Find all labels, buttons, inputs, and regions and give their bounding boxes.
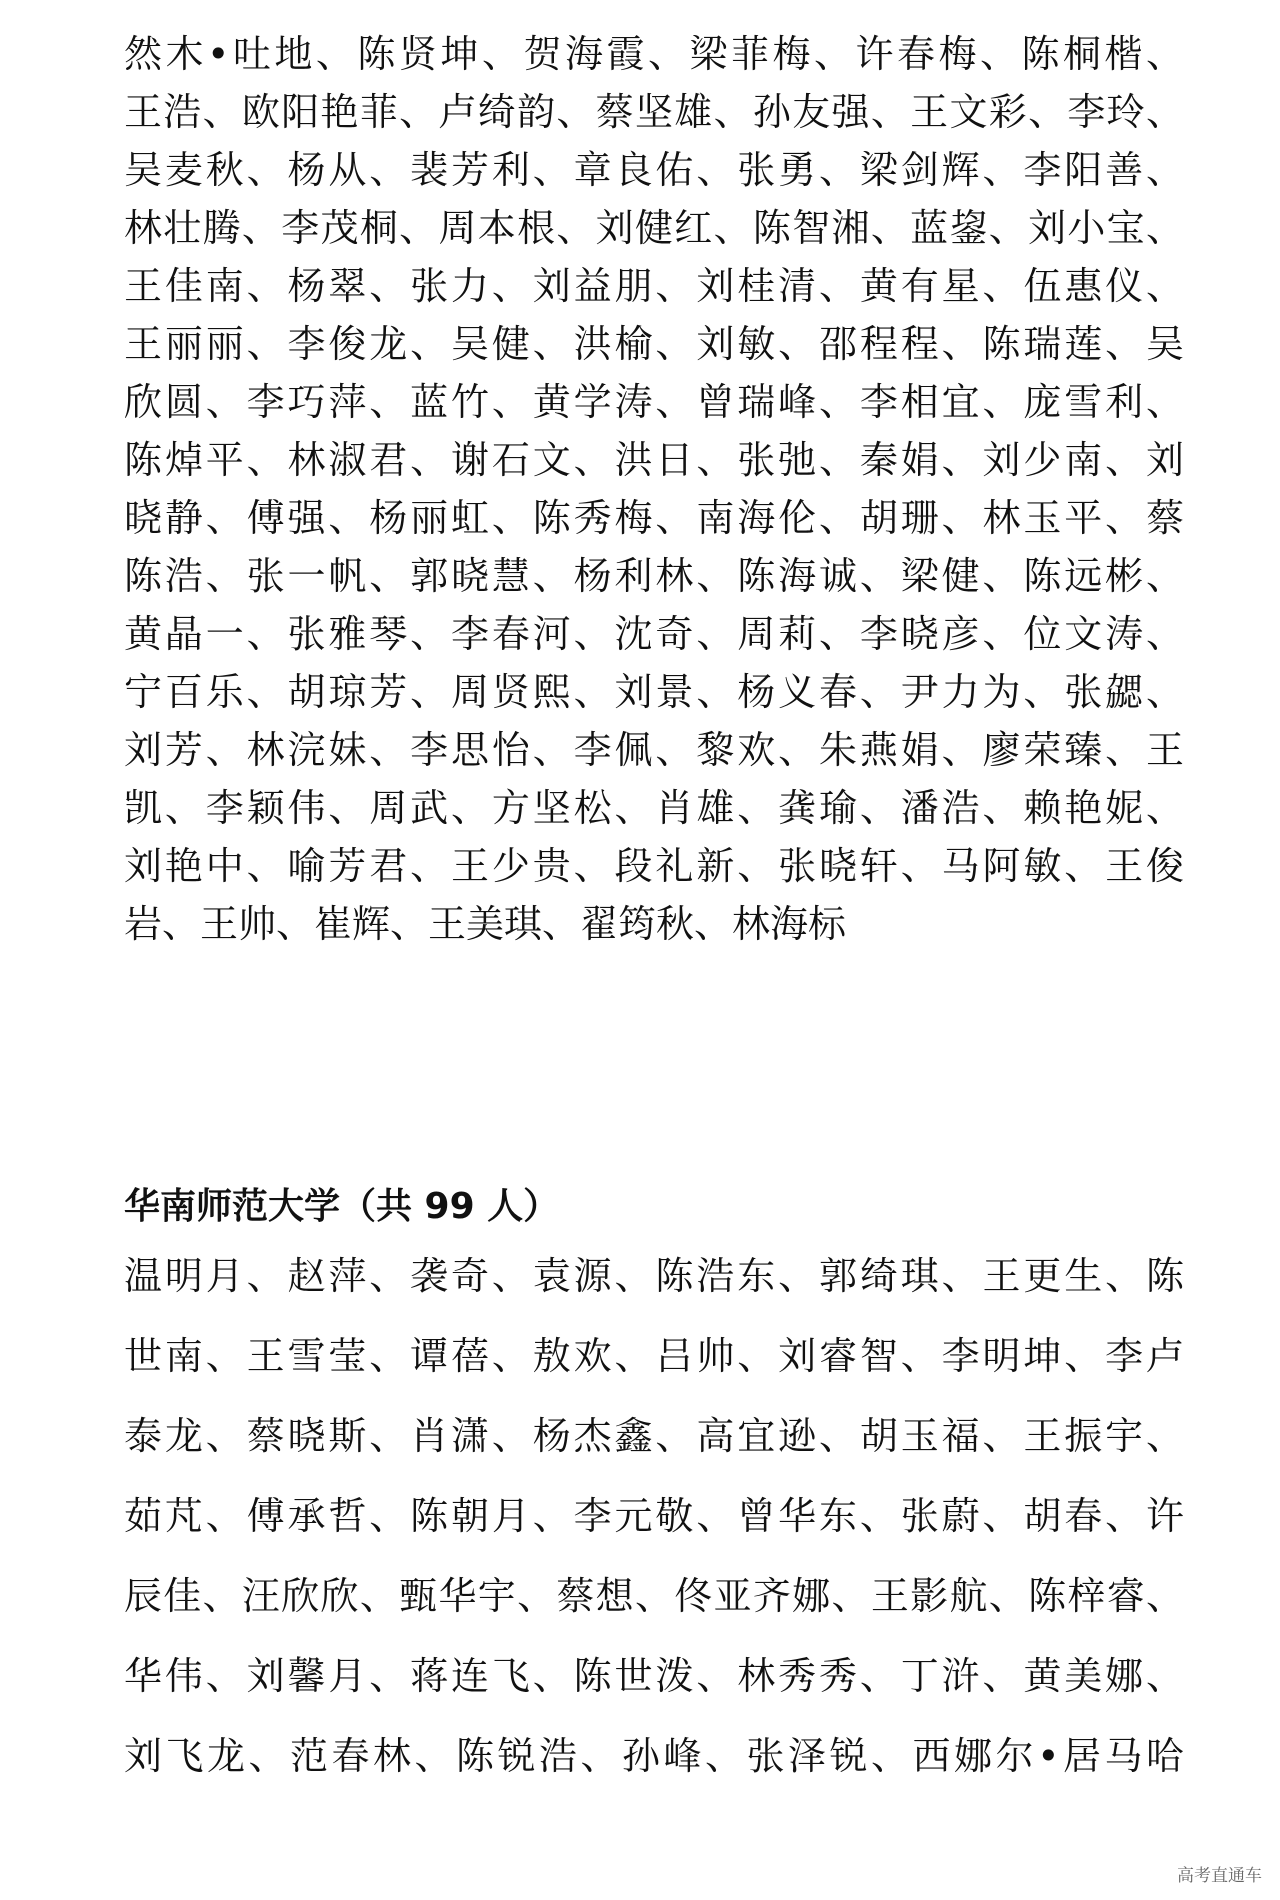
name-list-line: 温明月、赵萍、袭奇、袁源、陈浩东、郭绮琪、王更生、陈 [124,1254,1184,1298]
name-list-line: 世南、王雪莹、谭蓓、敖欢、吕帅、刘睿智、李明坤、李卢 [124,1334,1184,1378]
name-list-line: 王丽丽、李俊龙、吴健、洪榆、刘敏、邵程程、陈瑞莲、吴 [124,322,1184,366]
name-list-line: 刘芳、林浣妹、李思怡、李佩、黎欢、朱燕娟、廖荣臻、王 [124,728,1184,772]
watermark-text: 高考直通车 [1177,1866,1262,1886]
name-list-line: 然木•吐地、陈贤坤、贺海霞、梁菲梅、许春梅、陈桐楷、 [124,32,1184,76]
name-list-line: 吴麦秋、杨从、裴芳利、章良佑、张勇、梁剑辉、李阳善、 [124,148,1184,192]
name-list-line: 岩、王帅、崔辉、王美琪、翟筠秋、林海标 [124,902,847,946]
name-list-line: 泰龙、蔡晓斯、肖潇、杨杰鑫、高宜逊、胡玉福、王振宇、 [124,1414,1184,1458]
name-list-line: 陈焯平、林淑君、谢石文、洪日、张弛、秦娟、刘少南、刘 [124,438,1184,482]
name-list-line: 辰佳、汪欣欣、甄华宇、蔡想、佟亚齐娜、王影航、陈梓睿、 [124,1574,1184,1618]
name-list-line: 刘艳中、喻芳君、王少贵、段礼新、张晓轩、马阿敏、王俊 [124,844,1184,888]
section-heading: 华南师范大学（共 99 人） [124,1186,560,1227]
name-list-line: 陈浩、张一帆、郭晓慧、杨利林、陈海诚、梁健、陈远彬、 [124,554,1184,598]
name-list-line: 黄晶一、张雅琴、李春河、沈奇、周莉、李晓彦、位文涛、 [124,612,1184,656]
name-list-line: 茹芃、傅承哲、陈朝月、李元敬、曾华东、张蔚、胡春、许 [124,1494,1184,1538]
name-list-line: 王佳南、杨翠、张力、刘益朋、刘桂清、黄有星、伍惠仪、 [124,264,1184,308]
name-list-line: 林壮腾、李茂桐、周本根、刘健红、陈智湘、蓝鋆、刘小宝、 [124,206,1184,250]
name-list-line: 华伟、刘馨月、蒋连飞、陈世泼、林秀秀、丁浒、黄美娜、 [124,1654,1184,1698]
name-list-line: 凯、李颖伟、周武、方坚松、肖雄、龚瑜、潘浩、赖艳妮、 [124,786,1184,830]
name-list-line: 欣圆、李巧萍、蓝竹、黄学涛、曾瑞峰、李相宜、庞雪利、 [124,380,1184,424]
name-list-line: 刘飞龙、范春林、陈锐浩、孙峰、张泽锐、西娜尔•居马哈 [124,1734,1184,1778]
name-list-line: 晓静、傅强、杨丽虹、陈秀梅、南海伦、胡珊、林玉平、蔡 [124,496,1184,540]
name-list-line: 王浩、欧阳艳菲、卢绮韵、蔡坚雄、孙友强、王文彩、李玲、 [124,90,1184,134]
name-list-line: 宁百乐、胡琼芳、周贤熙、刘景、杨义春、尹力为、张勰、 [124,670,1184,714]
